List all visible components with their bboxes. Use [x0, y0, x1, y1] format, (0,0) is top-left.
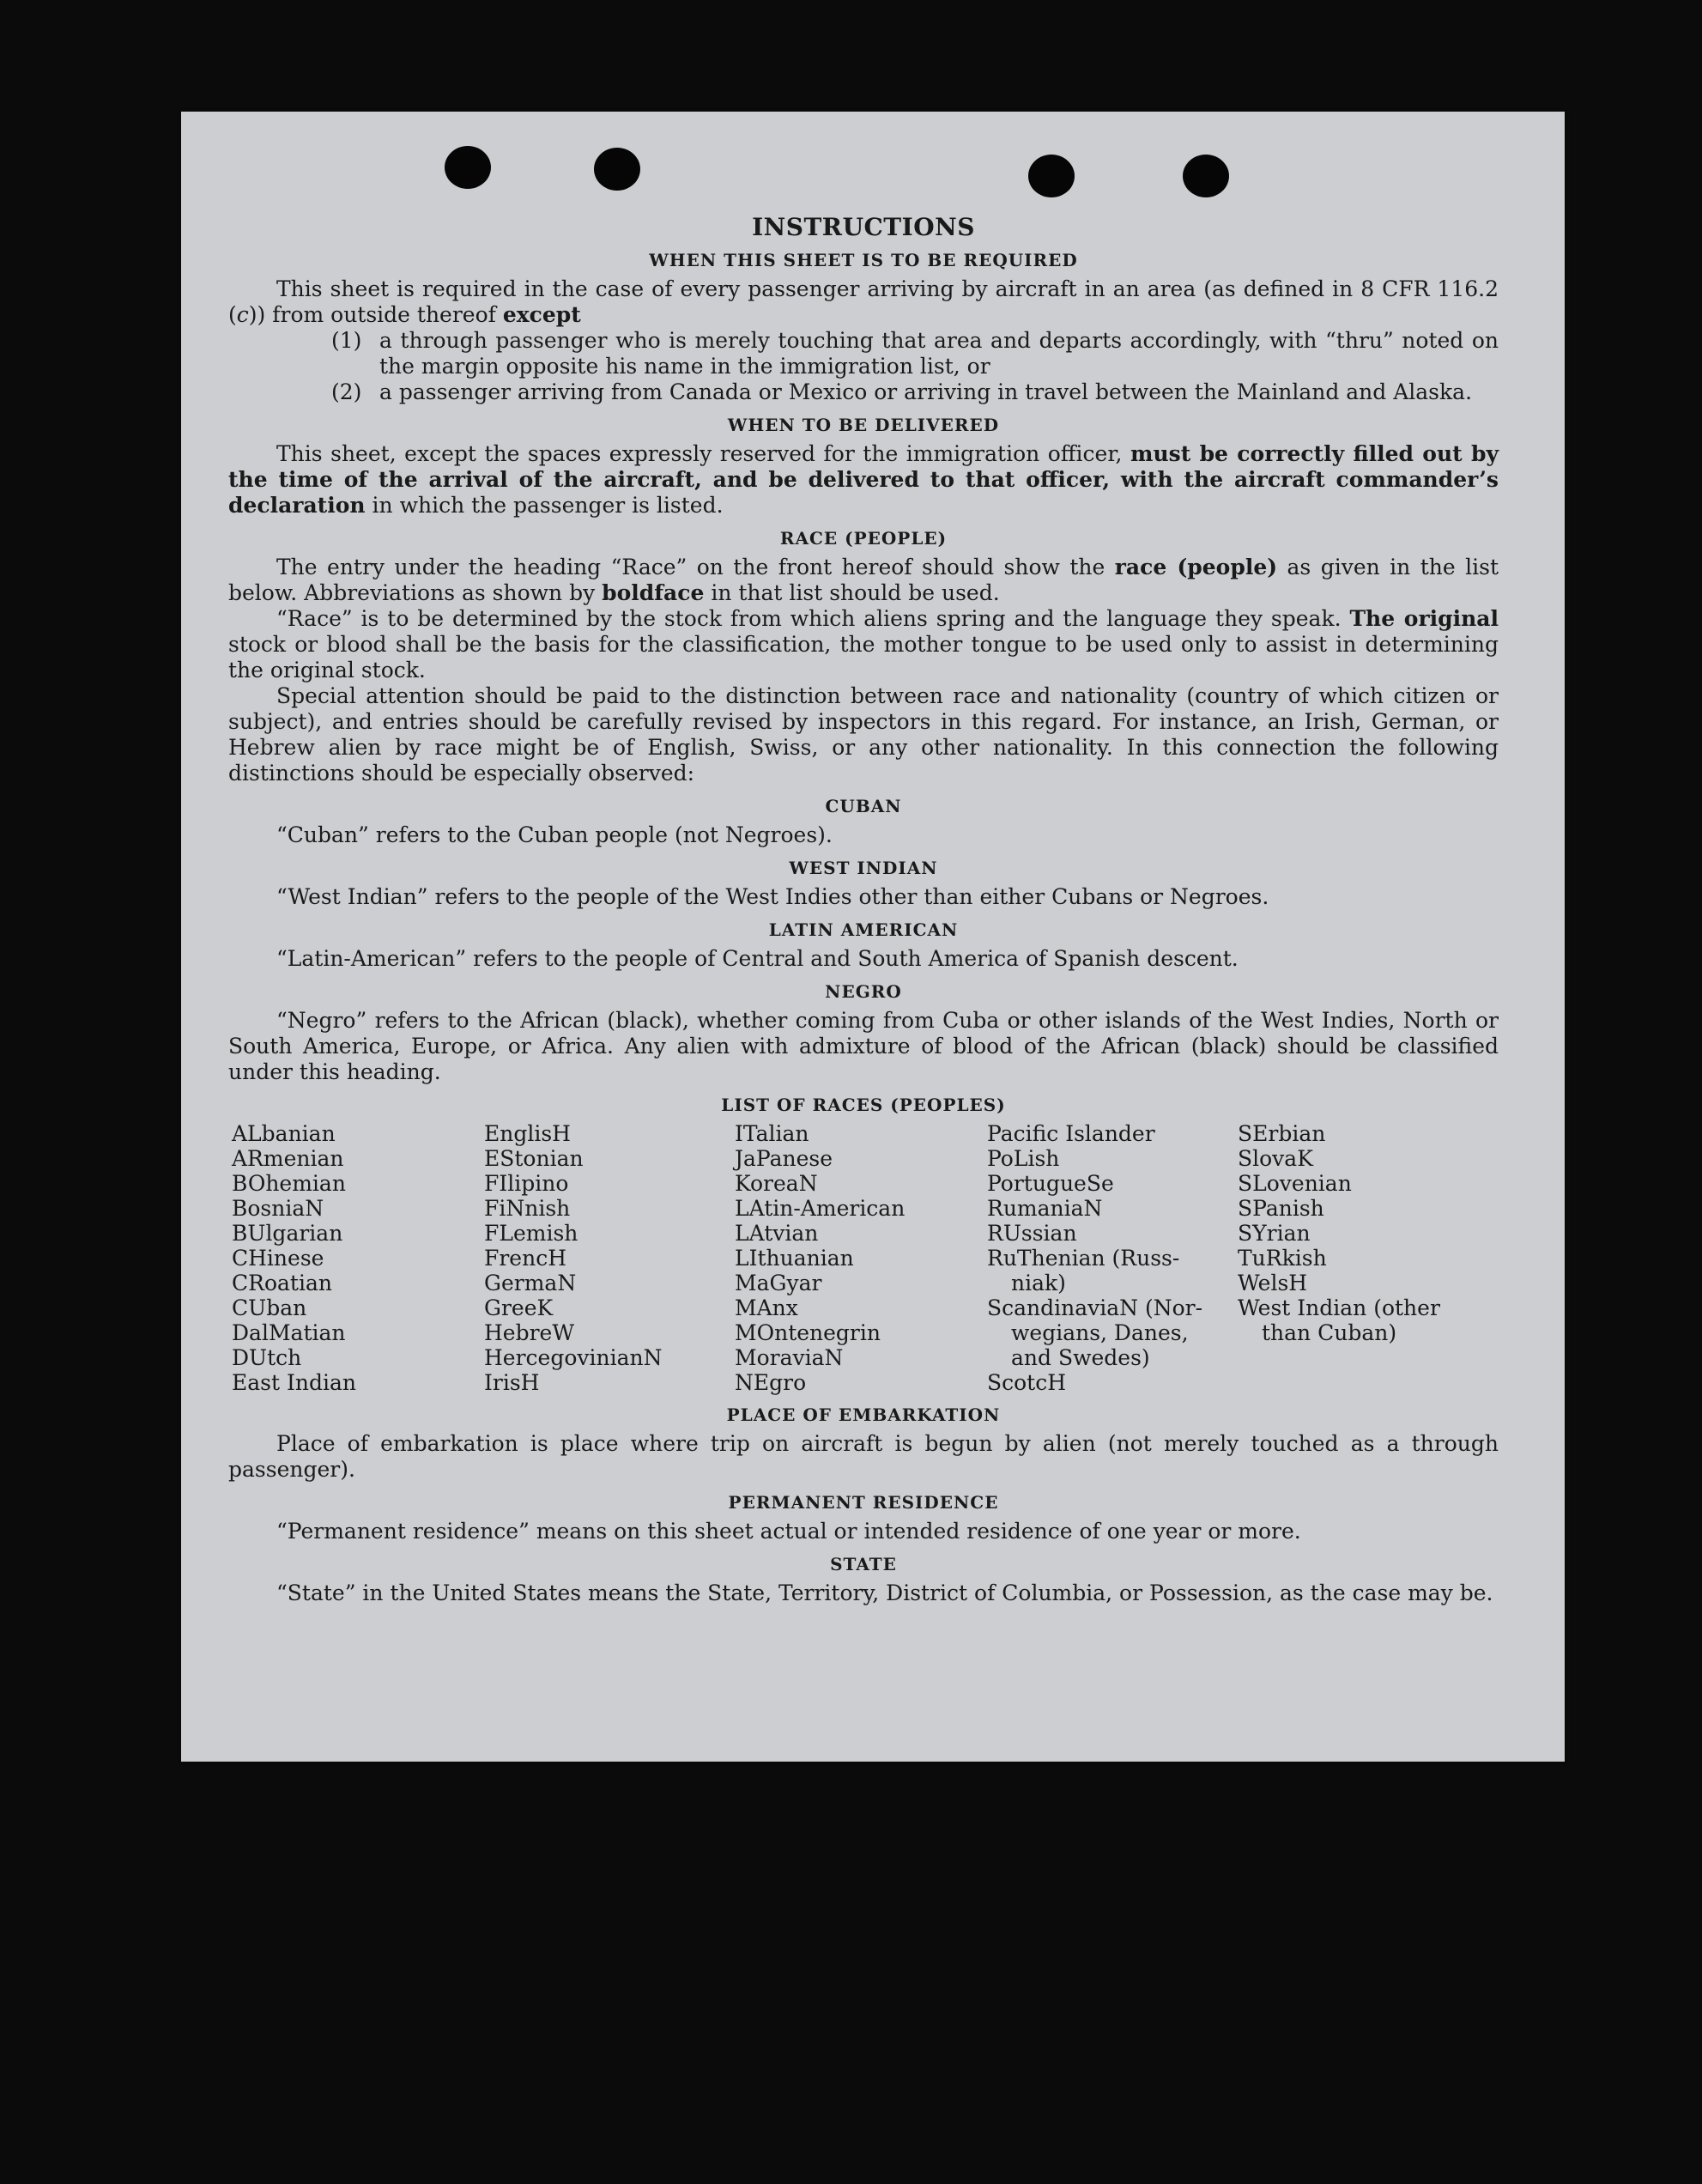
embarkation-text: Place of embarkation is place where trip on aircraft is begun by alien (not merely touched as a through passenger). — [228, 1431, 1499, 1482]
race-entry: BosniaN — [232, 1196, 324, 1221]
negro-text: “Negro” refers to the African (black), whether coming from Cuba or other islands of the West Indies, North or South America, Europe, or Africa. Any alien with admixture of blood of the African (black) should be classified under this heading. — [228, 1008, 1499, 1084]
heading-state: STATE — [830, 1554, 897, 1574]
race-entry: WelsH — [1238, 1271, 1308, 1295]
west-indian-text: “West Indian” refers to the people of the West Indies other than either Cubans or Negroes. — [276, 884, 1269, 909]
heading-west-indian: WEST INDIAN — [789, 858, 938, 878]
required-intro: This sheet is required in the case of every passenger arriving by aircraft in an area (as defined in 8 CFR 116.2 (c)) from outside thereof except — [228, 276, 1499, 327]
required-item-2: (2) a passenger arriving from Canada or Mexico or arriving in travel between the Mainland and Alaska. — [331, 379, 1473, 404]
heading-latin-american: LATIN AMERICAN — [768, 919, 959, 940]
race-entry: SErbian — [1238, 1121, 1326, 1146]
race-entry: ScotcH — [987, 1370, 1067, 1395]
races-column-4 — [987, 1121, 1238, 1395]
race-paragraph-1: The entry under the heading “Race” on the front hereof should show the race (people) as given in the list below. Abbreviations as shown by boldface in that list should be used. — [228, 555, 1499, 605]
race-entry: SPanish — [1238, 1196, 1324, 1221]
race-entry: BOhemian — [232, 1171, 346, 1196]
races-column-3 — [735, 1121, 987, 1395]
race-entry-continued: and Swedes) — [1011, 1345, 1150, 1370]
race-entry: BUlgarian — [232, 1221, 343, 1246]
race-paragraph-3: Special attention should be paid to the distinction between race and nationality (country of which citizen or subject), and entries should be carefully revised by inspectors in this regard. For instance, an Irish, German, or Hebrew alien by race might be of English, Swiss, or any other nationality. In this connection the following distinctions should be especially observed: — [228, 683, 1499, 786]
race-entry: LAtin-American — [735, 1196, 906, 1221]
race-entry: NEgro — [735, 1370, 807, 1395]
race-entry-continued: wegians, Danes, — [1011, 1320, 1189, 1345]
race-entry: FiNnish — [484, 1196, 571, 1221]
heading-cuban: CUBAN — [825, 796, 902, 816]
race-paragraph-2: “Race” is to be determined by the stock from which aliens spring and the language they speak. The original stock or blood shall be the basis for the classification, the mother tongue to be used only to assist in determining the original stock. — [228, 606, 1499, 682]
race-entry: MoraviaN — [735, 1345, 844, 1370]
race-entry: EStonian — [484, 1146, 584, 1171]
state-text: “State” in the United States means the State, Territory, District of Columbia, or Possession, as the case may be. — [276, 1580, 1493, 1605]
race-entry: PoLish — [987, 1146, 1060, 1171]
latin-american-text: “Latin-American” refers to the people of Central and South America of Spanish descent. — [276, 946, 1239, 971]
heading-race: RACE (PEOPLE) — [779, 528, 948, 549]
race-entry: IrisH — [484, 1370, 540, 1395]
race-entry: CUban — [232, 1295, 307, 1320]
race-entry: SLovenian — [1238, 1171, 1352, 1196]
document-sheet — [181, 112, 1565, 1762]
race-entry: EnglisH — [484, 1121, 571, 1146]
race-entry: FrencH — [484, 1246, 566, 1271]
residence-text: “Permanent residence” means on this sheet actual or intended residence of one year or more. — [276, 1519, 1301, 1544]
heading-required: WHEN THIS SHEET IS TO BE REQUIRED — [649, 250, 1078, 270]
race-entry: DUtch — [232, 1345, 302, 1370]
race-entry: DalMatian — [232, 1320, 346, 1345]
race-entry: West Indian (other — [1238, 1295, 1440, 1320]
race-entry: MOntenegrin — [735, 1320, 881, 1345]
race-entry: RumaniaN — [987, 1196, 1103, 1221]
heading-list-of-races: LIST OF RACES (PEOPLES) — [721, 1095, 1006, 1115]
races-column-2 — [484, 1121, 735, 1395]
races-column-5 — [1238, 1121, 1487, 1395]
cuban-text: “Cuban” refers to the Cuban people (not Negroes). — [276, 822, 833, 847]
race-entry: RUssian — [987, 1221, 1077, 1246]
race-entry: CRoatian — [232, 1271, 332, 1295]
delivered-text: This sheet, except the spaces expressly reserved for the immigration officer, must be correctly filled out by the time of the arrival of the aircraft, and be delivered to that officer, with the aircraft commander’s declaration in which the passenger is listed. — [228, 441, 1499, 518]
page-title: INSTRUCTIONS — [752, 213, 975, 241]
race-entry: GreeK — [484, 1295, 554, 1320]
punch-hole — [1028, 155, 1075, 197]
race-entry: HercegovinianN — [484, 1345, 663, 1370]
required-item-1: (1) a through passenger who is merely touching that area and departs accordingly, with “thru” noted on the margin opposite his name in the immigration list, or — [331, 328, 1499, 379]
race-entry: PortugueSe — [987, 1171, 1114, 1196]
race-entry: East Indian — [232, 1370, 356, 1395]
instructions-content — [228, 215, 1499, 1606]
race-entry: KoreaN — [735, 1171, 818, 1196]
race-entry: LIthuanian — [735, 1246, 854, 1271]
race-entry: ScandinaviaN (Nor- — [987, 1295, 1203, 1320]
race-entry: HebreW — [484, 1320, 575, 1345]
race-entry: FLemish — [484, 1221, 578, 1246]
heading-delivered: WHEN TO BE DELIVERED — [727, 415, 1000, 435]
heading-negro: NEGRO — [825, 981, 902, 1002]
race-entry: FIlipino — [484, 1171, 569, 1196]
race-entry: MaGyar — [735, 1271, 822, 1295]
race-entry: RuThenian (Russ- — [987, 1246, 1180, 1271]
punch-hole — [594, 148, 640, 191]
races-column-1 — [232, 1121, 484, 1395]
heading-embarkation: PLACE OF EMBARKATION — [726, 1404, 1001, 1425]
race-entry: CHinese — [232, 1246, 324, 1271]
race-entry: Pacific Islander — [987, 1121, 1155, 1146]
race-entry: ARmenian — [232, 1146, 344, 1171]
race-entry-continued: than Cuban) — [1262, 1320, 1397, 1345]
race-entry: ALbanian — [232, 1121, 336, 1146]
race-entry: SlovaK — [1238, 1146, 1313, 1171]
punch-hole — [1183, 155, 1229, 197]
races-list — [232, 1121, 1499, 1395]
race-entry: GermaN — [484, 1271, 577, 1295]
race-entry: JaPanese — [735, 1146, 833, 1171]
race-entry: MAnx — [735, 1295, 798, 1320]
race-entry: TuRkish — [1238, 1246, 1327, 1271]
race-entry: SYrian — [1238, 1221, 1311, 1246]
heading-residence: PERMANENT RESIDENCE — [728, 1492, 999, 1513]
race-entry: ITalian — [735, 1121, 809, 1146]
punch-hole — [445, 146, 491, 189]
race-entry: LAtvian — [735, 1221, 819, 1246]
race-entry-continued: niak) — [1011, 1271, 1066, 1295]
